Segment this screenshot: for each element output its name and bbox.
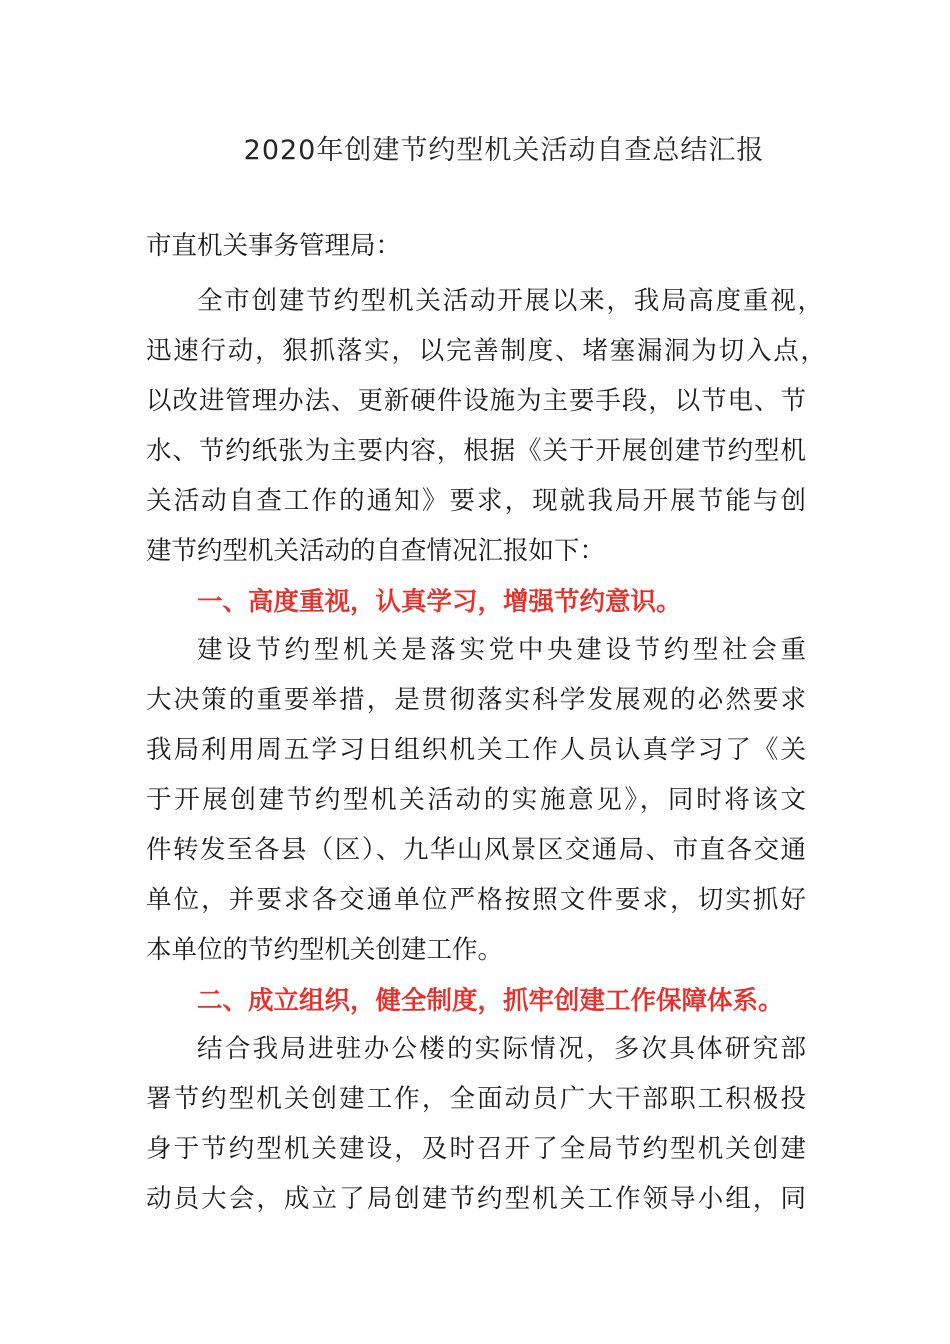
paragraph-line: 建节约型机关活动的自查情况汇报如下：	[146, 536, 606, 566]
paragraph-line: 单位，并要求各交通单位严格按照文件要求，切实抓好	[146, 885, 806, 915]
paragraph-line: 关活动自查工作的通知》要求，现就我局开展节能与创	[146, 486, 806, 516]
salutation: 市直机关事务管理局：	[146, 231, 402, 261]
paragraph-line: 建设节约型机关是落实党中央建设节约型社会重	[197, 635, 806, 665]
paragraph-line: 以改进管理办法、更新硬件设施为主要手段，以节电、节	[146, 386, 806, 416]
paragraph-line: 迅速行动，狠抓落实，以完善制度、堵塞漏洞为切入点，	[146, 336, 826, 366]
paragraph-line: 件转发至各县（区）、九华山风景区交通局、市直各交通	[146, 835, 806, 865]
document-title: 2020年创建节约型机关活动自查总结汇报	[243, 135, 765, 166]
paragraph-line: 我局利用周五学习日组织机关工作人员认真学习了《关	[146, 735, 806, 765]
paragraph-line: 结合我局进驻办公楼的实际情况，多次具体研究部	[197, 1034, 806, 1064]
paragraph-line: 动员大会，成立了局创建节约型机关工作领导小组，同	[146, 1184, 806, 1214]
paragraph-line: 身于节约型机关建设，及时召开了全局节约型机关创建	[146, 1134, 806, 1164]
section-heading: 二、成立组织，健全制度，抓牢创建工作保障体系。	[197, 986, 784, 1016]
paragraph-line: 于开展创建节约型机关活动的实施意见》，同时将该文	[146, 785, 806, 815]
paragraph-line: 全市创建节约型机关活动开展以来，我局高度重视，	[197, 286, 823, 316]
paragraph-line: 水、节约纸张为主要内容，根据《关于开展创建节约型机	[146, 436, 806, 466]
section-heading: 一、高度重视，认真学习，增强节约意识。	[197, 587, 682, 617]
paragraph-line: 署节约型机关创建工作，全面动员广大干部职工积极投	[146, 1084, 806, 1114]
paragraph-line: 大决策的重要举措，是贯彻落实科学发展观的必然要求	[146, 685, 806, 715]
paragraph-line: 本单位的节约型机关创建工作。	[146, 935, 504, 965]
